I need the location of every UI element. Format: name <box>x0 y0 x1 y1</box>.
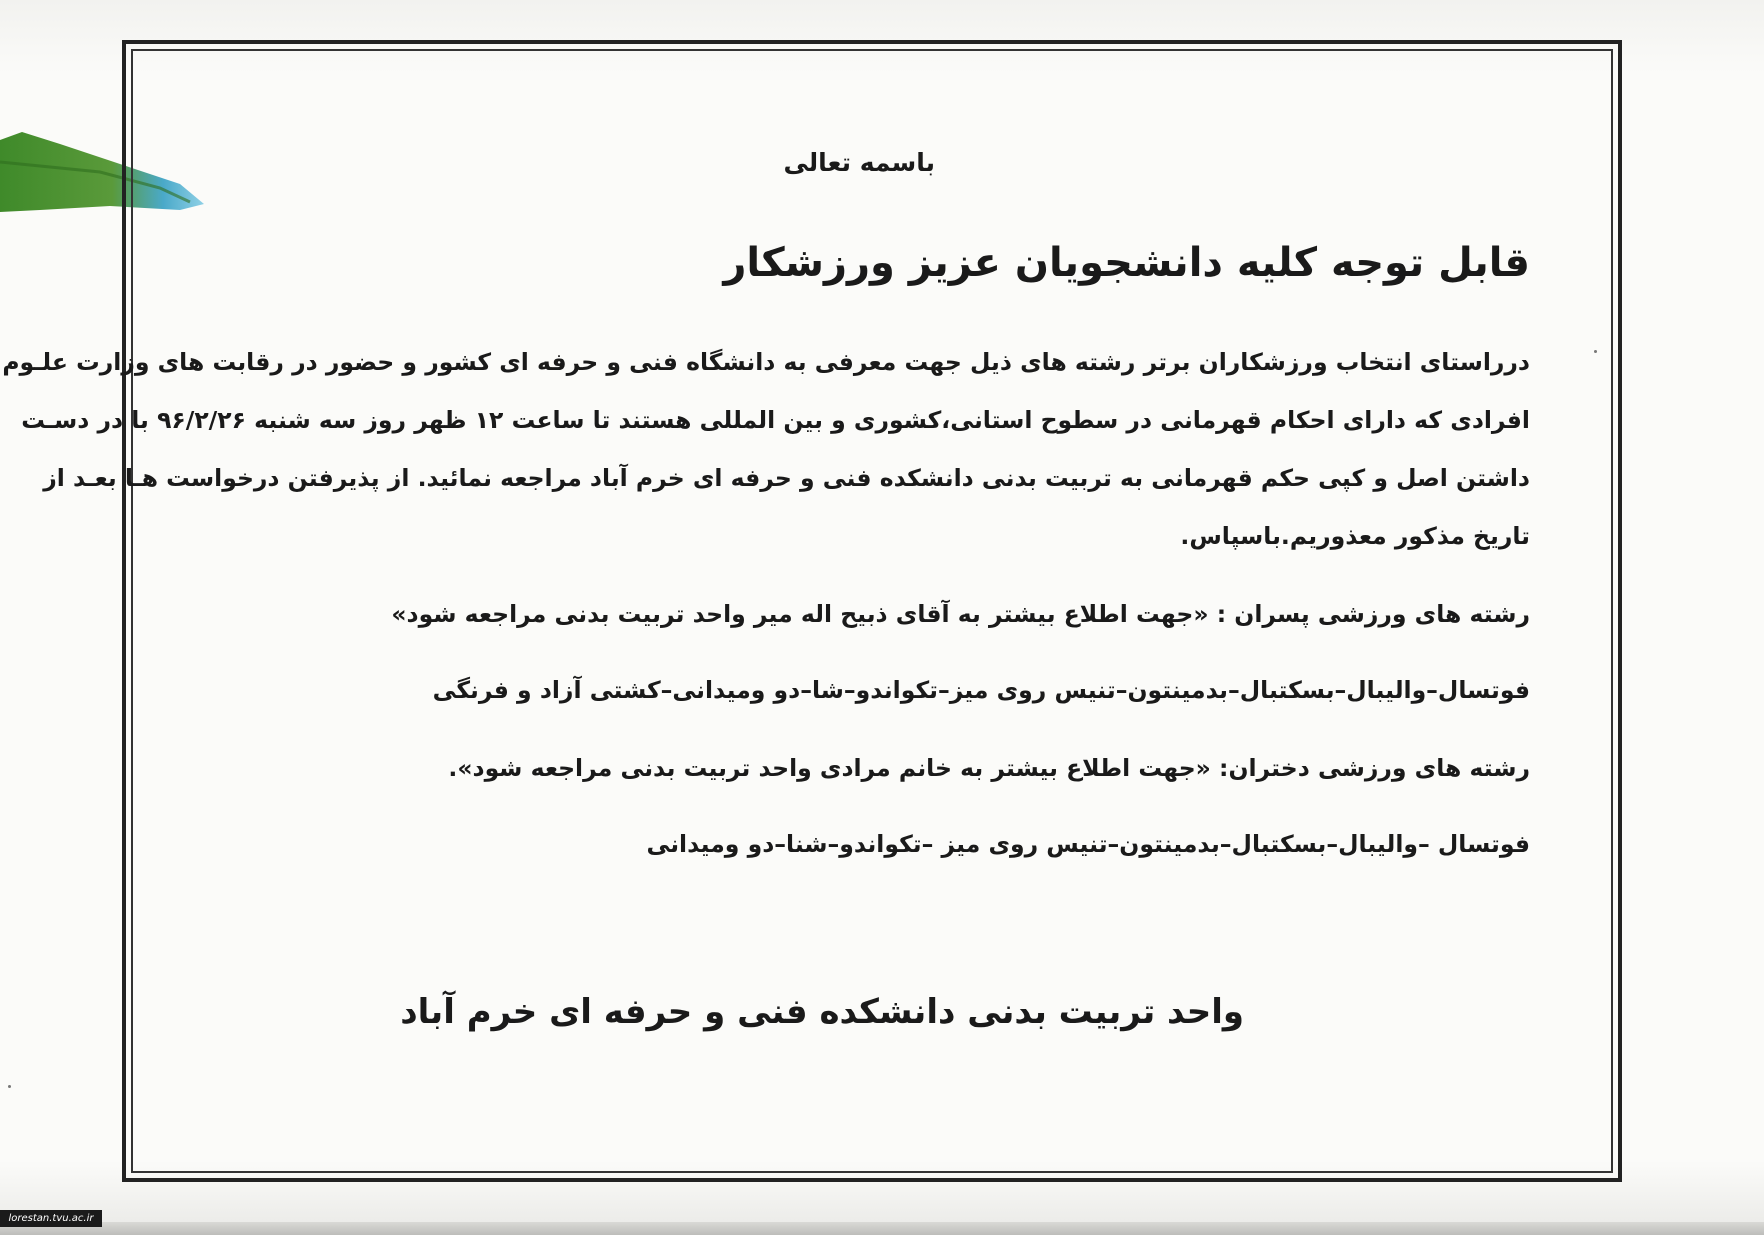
site-watermark: lorestan.tvu.ac.ir <box>0 1210 102 1227</box>
invocation-heading: باسمه تعالی <box>783 148 935 177</box>
paragraph-line-4: تاریخ مذکور معذوریم.باسپاس. <box>1180 522 1530 550</box>
paragraph-line-3: داشتن اصل و کپی حکم قهرمانی به تربیت بدنی دانشکده فنی و حرفه ای خرم آباد مراجعه نمائید. از پذیرفتن درخواست هـا بعـد از <box>43 464 1530 492</box>
scan-speck <box>8 1085 11 1088</box>
girls-sports-heading: رشته های ورزشی دختران: «جهت اطلاع بیشتر به خانم مرادی واحد تربیت بدنی مراجعه شود». <box>448 754 1530 782</box>
boys-sports-heading: رشته های ورزشی پسران : «جهت اطلاع بیشتر به آقای ذبیح اله میر واحد تربیت بدنی مراجعه شود» <box>391 600 1530 628</box>
girls-sports-list: فوتسال –والیبال–بسکتبال–بدمینتون–تنیس روی میز –تکواندو–شنا–دو ومیدانی <box>646 830 1530 858</box>
scan-speck <box>1594 350 1597 353</box>
notice-title: قابل توجه کلیه دانشجویان عزیز ورزشکار <box>723 240 1530 286</box>
signature-line: واحد تربیت بدنی دانشکده فنی و حرفه ای خرم آباد <box>400 992 1244 1032</box>
paragraph-line-2: افرادی که دارای احکام قهرمانی در سطوح استانی،کشوری و بین المللی هستند تا ساعت ۱۲ ظهر روز سه شنبه ۹۶/۲/۲۶ با در دسـت <box>21 406 1530 434</box>
boys-sports-list: فوتسال–والیبال–بسکتبال–بدمینتون–تنیس روی میز–تکواندو–شا–دو ومیدانی–کشتی آزاد و فرنگی <box>432 676 1530 704</box>
scan-bottom-edge <box>0 1222 1764 1235</box>
paragraph-line-1: درراستای انتخاب ورزشکاران برتر رشته های ذیل جهت معرفی به دانشگاه فنی و حرفه ای کشور و حضور در رقابت های وزارت علـوم <box>2 348 1530 376</box>
